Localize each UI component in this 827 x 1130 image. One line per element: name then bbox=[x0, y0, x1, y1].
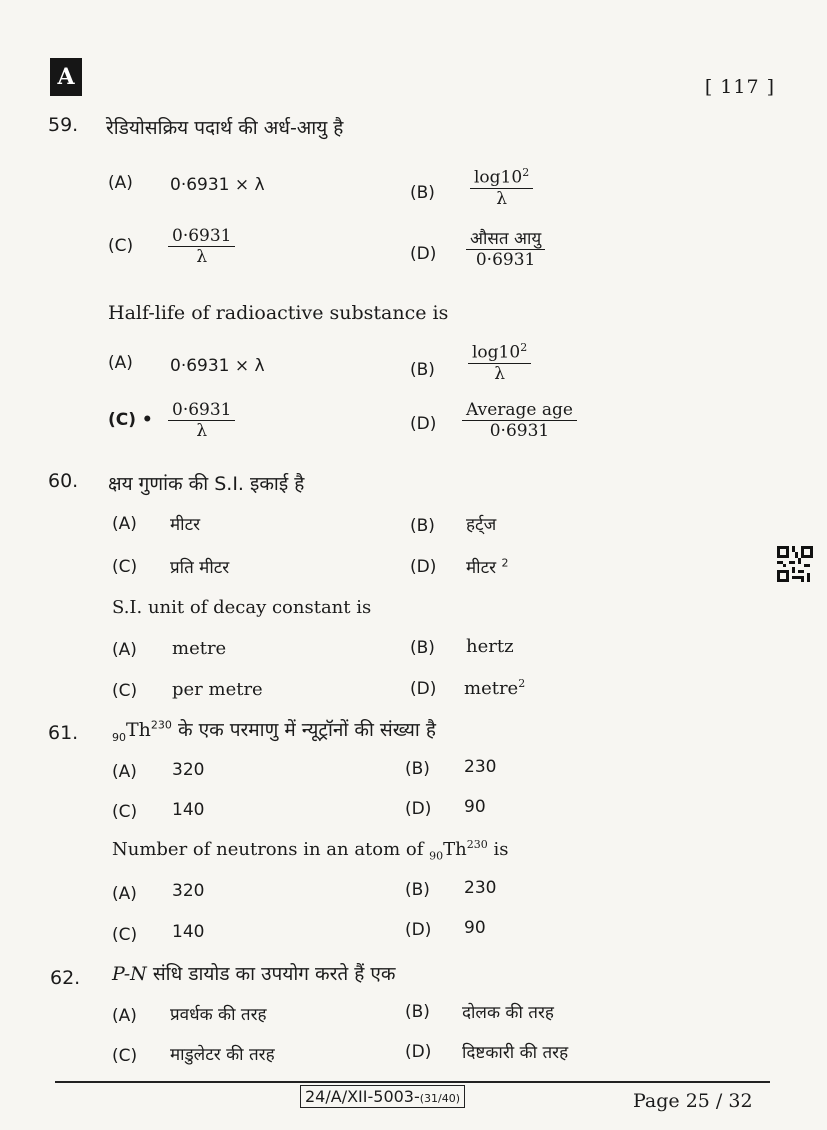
q61-hi-element: Th bbox=[126, 719, 151, 741]
q60-en-opt-c-label: (C) bbox=[112, 681, 138, 701]
q61-en-element: Th bbox=[443, 839, 467, 860]
set-badge: A bbox=[50, 58, 82, 96]
q62-hi-opt-a-text: प्रवर्धक की तरह bbox=[170, 1005, 267, 1025]
question-59-english-text: Half-life of radioactive substance is bbox=[108, 302, 449, 324]
footer-code-small: (31/40) bbox=[419, 1092, 461, 1105]
q60-en-opt-b-label: (B) bbox=[410, 638, 435, 658]
q60-en-opt-c-text: per metre bbox=[172, 679, 263, 700]
q59-hi-opt-c-den: λ bbox=[168, 246, 235, 267]
footer-rule bbox=[55, 1081, 770, 1083]
q61-en-opt-d-text: 90 bbox=[464, 918, 486, 938]
q60-hi-opt-d-label: (D) bbox=[410, 557, 437, 577]
q59-en-opt-d-label: (D) bbox=[410, 414, 437, 434]
q62-hi-opt-b-text: दोलक की तरह bbox=[462, 1003, 554, 1023]
q59-en-opt-c-num: 0·6931 bbox=[172, 400, 232, 420]
q60-hi-opt-a-label: (A) bbox=[112, 514, 137, 534]
question-62-number: 62. bbox=[50, 967, 81, 989]
question-60-english-text: S.I. unit of decay constant is bbox=[112, 597, 372, 618]
question-60-number: 60. bbox=[48, 470, 79, 492]
q59-hi-opt-c-fraction bbox=[168, 226, 235, 267]
q60-en-opt-a-label: (A) bbox=[112, 640, 137, 660]
question-59-hindi-text: रेडियोसक्रिय पदार्थ की अर्ध-आयु है bbox=[106, 117, 344, 139]
q59-en-opt-c-fraction bbox=[168, 400, 235, 441]
q62-hi-opt-b-label: (B) bbox=[405, 1002, 430, 1022]
q61-en-sup: 230 bbox=[466, 838, 488, 851]
q59-hi-opt-c-num: 0·6931 bbox=[172, 226, 232, 246]
q59-en-opt-d-num: Average age bbox=[466, 400, 573, 420]
q59-hi-opt-b-den: λ bbox=[470, 188, 533, 209]
qr-code-icon bbox=[777, 546, 813, 582]
q59-hi-opt-b-sup: 2 bbox=[522, 166, 530, 179]
q62-hi-opt-d-label: (D) bbox=[405, 1042, 432, 1062]
q59-en-opt-c-den: λ bbox=[168, 420, 235, 441]
question-61-hindi-text bbox=[112, 716, 436, 744]
q60-en-opt-d-sup: 2 bbox=[518, 677, 526, 690]
q60-en-opt-b-text: hertz bbox=[466, 636, 514, 657]
q59-hi-opt-d-label: (D) bbox=[410, 244, 437, 264]
q61-en-opt-c-text: 140 bbox=[172, 922, 205, 942]
q62-rest: संधि डायोड का उपयोग करते हैं एक bbox=[146, 963, 396, 985]
q61-hi-opt-d-label: (D) bbox=[405, 799, 432, 819]
q61-en-opt-b-label: (B) bbox=[405, 880, 430, 900]
q59-hi-opt-a-label: (A) bbox=[108, 173, 133, 193]
q60-hi-opt-d-word: मीटर bbox=[466, 558, 497, 578]
question-59-number: 59. bbox=[48, 114, 79, 136]
q61-hi-opt-a-text: 320 bbox=[172, 760, 205, 780]
q60-hi-opt-d-sup: 2 bbox=[501, 556, 509, 570]
question-62-hindi-text bbox=[112, 960, 395, 986]
q59-hi-opt-d-num: औसत आयु bbox=[470, 229, 542, 249]
q60-en-opt-a-text: metre bbox=[172, 638, 227, 659]
q59-en-opt-b-label: (B) bbox=[410, 360, 435, 380]
q62-pn: P-N bbox=[112, 963, 147, 985]
q59-hi-opt-d-fraction bbox=[466, 226, 545, 270]
q61-en-tail: is bbox=[487, 839, 509, 860]
footer-page-number: Page 25 / 32 bbox=[633, 1090, 753, 1112]
q62-hi-opt-a-label: (A) bbox=[112, 1006, 137, 1026]
q61-hi-rest: के एक परमाणु में न्यूट्रॉनों की संख्या है bbox=[171, 719, 436, 741]
q61-en-opt-d-label: (D) bbox=[405, 920, 432, 940]
q59-hi-opt-b-fraction bbox=[470, 166, 533, 209]
q61-hi-opt-b-text: 230 bbox=[464, 757, 497, 777]
q59-hi-opt-d-den: 0·6931 bbox=[466, 249, 545, 270]
q59-en-opt-b-fraction bbox=[468, 341, 531, 384]
q61-en-lead: Number of neutrons in an atom of bbox=[112, 839, 430, 860]
q59-en-opt-d-den: 0·6931 bbox=[462, 420, 577, 441]
q61-hi-opt-c-text: 140 bbox=[172, 800, 205, 820]
q60-hi-opt-b-label: (B) bbox=[410, 516, 435, 536]
q60-en-opt-d-text bbox=[464, 677, 525, 699]
q62-hi-opt-d-text: दिष्टकारी की तरह bbox=[462, 1043, 569, 1063]
q61-en-opt-a-text: 320 bbox=[172, 881, 205, 901]
q59-hi-opt-b-label: (B) bbox=[410, 183, 435, 203]
q59-en-opt-a-label: (A) bbox=[108, 353, 133, 373]
q61-hi-opt-b-label: (B) bbox=[405, 759, 430, 779]
q61-hi-opt-d-text: 90 bbox=[464, 797, 486, 817]
q61-hi-sup: 230 bbox=[150, 718, 172, 732]
q60-hi-opt-b-text: हर्ट्ज bbox=[466, 515, 497, 535]
q62-hi-opt-c-text: माडुलेटर की तरह bbox=[170, 1045, 275, 1065]
q60-hi-opt-a-text: मीटर bbox=[170, 515, 201, 535]
q60-hi-opt-c-label: (C) bbox=[112, 557, 138, 577]
q59-hi-opt-a-text: 0·6931 × λ bbox=[170, 175, 265, 195]
q61-en-sub: 90 bbox=[429, 849, 444, 863]
question-61-english-text bbox=[112, 838, 508, 863]
q59-en-opt-c-label: (C) • bbox=[108, 410, 153, 430]
q59-en-opt-d-fraction bbox=[462, 400, 577, 441]
question-60-hindi-text: क्षय गुणांक की S.I. इकाई है bbox=[108, 473, 305, 495]
q62-hi-opt-c-label: (C) bbox=[112, 1046, 138, 1066]
q59-en-opt-b-num: log10 bbox=[472, 342, 521, 363]
q61-en-opt-b-text: 230 bbox=[464, 878, 497, 898]
question-61-number: 61. bbox=[48, 722, 79, 744]
footer-code-main: 24/A/XII-5003- bbox=[305, 1087, 420, 1106]
q61-hi-opt-c-label: (C) bbox=[112, 802, 138, 822]
q60-hi-opt-c-text: प्रति मीटर bbox=[170, 558, 230, 578]
q61-en-opt-a-label: (A) bbox=[112, 884, 137, 904]
q60-en-opt-d-word: metre bbox=[464, 678, 519, 699]
q59-hi-opt-c-label: (C) bbox=[108, 236, 134, 256]
page-number: [ 117 ] bbox=[704, 76, 775, 98]
q61-hi-sub: 90 bbox=[112, 730, 126, 744]
footer-code bbox=[300, 1085, 465, 1108]
q59-en-opt-b-den: λ bbox=[468, 363, 531, 384]
q61-en-opt-c-label: (C) bbox=[112, 925, 138, 945]
q61-hi-opt-a-label: (A) bbox=[112, 762, 137, 782]
q59-hi-opt-b-num: log10 bbox=[474, 167, 523, 188]
q60-hi-opt-d-text bbox=[466, 555, 509, 578]
q60-en-opt-d-label: (D) bbox=[410, 679, 437, 699]
q59-en-opt-b-sup: 2 bbox=[520, 341, 528, 354]
q59-en-opt-a-text: 0·6931 × λ bbox=[170, 356, 265, 376]
